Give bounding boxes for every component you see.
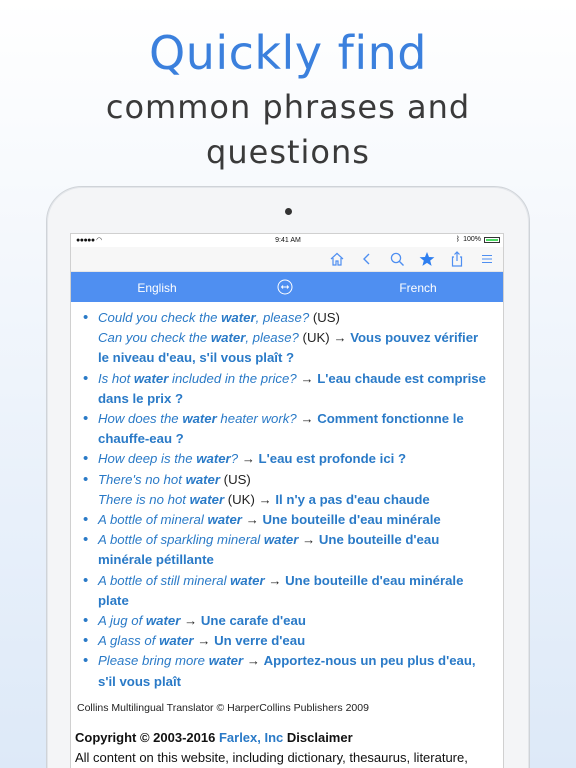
- phrase-item[interactable]: [71, 530, 504, 570]
- region-tag-text: →: [193, 633, 215, 649]
- english-phrase-text: A jug of: [98, 613, 146, 629]
- camera-icon: [285, 208, 292, 215]
- phrase-item[interactable]: [71, 611, 504, 631]
- english-phrase-text: How deep is the: [98, 451, 197, 467]
- home-icon[interactable]: [327, 249, 347, 269]
- keyword-text: water: [185, 471, 221, 487]
- french-translation-text: dans le prix ?: [98, 390, 184, 406]
- french-translation-text: Vous pouvez vérifier: [350, 330, 479, 346]
- phrase-item[interactable]: [71, 510, 504, 530]
- language-bar: [71, 272, 504, 302]
- status-right: [456, 236, 500, 243]
- keyword-text: water: [133, 370, 169, 386]
- copyright-line: [71, 728, 504, 748]
- french-translation-text: Une bouteille d'eau: [318, 532, 440, 548]
- phrase-line: [98, 530, 499, 550]
- source-language-button[interactable]: English: [137, 281, 177, 295]
- region-tag-text: (US): [309, 310, 340, 325]
- wifi-icon: ◠: [96, 237, 102, 244]
- phrase-line: [98, 490, 499, 510]
- bluetooth-icon: ᛒ: [455, 236, 461, 243]
- phrase-line: [98, 449, 499, 469]
- keyword-text: water: [145, 613, 181, 629]
- region-tag-text: (UK) →: [224, 491, 276, 507]
- swap-languages-icon[interactable]: [277, 279, 293, 295]
- french-translation-text: Une bouteille d'eau minérale: [262, 512, 441, 528]
- phrase-item[interactable]: [71, 571, 504, 611]
- phrase-item[interactable]: [71, 308, 504, 369]
- region-tag-text: (US): [220, 471, 251, 487]
- english-phrase-text: , please?: [245, 330, 299, 346]
- french-translation-text: Une carafe d'eau: [200, 613, 306, 629]
- region-tag-text: →: [243, 653, 264, 669]
- french-translation-text: Un verre d'eau: [214, 633, 306, 649]
- signal-dots: ●●●●●: [76, 237, 97, 244]
- battery-icon: [484, 237, 500, 243]
- keyword-text: water: [221, 310, 256, 325]
- keyword-text: water: [189, 491, 225, 507]
- english-phrase-text: How does the: [98, 411, 183, 427]
- phrase-line: [98, 369, 499, 389]
- keyword-text: water: [263, 532, 299, 548]
- french-translation-text: Une bouteille d'eau minérale: [285, 572, 464, 588]
- back-icon[interactable]: [357, 249, 377, 269]
- french-translation-text: L'eau chaude est comprise: [317, 370, 486, 386]
- english-phrase-text: There is no hot: [98, 491, 190, 507]
- english-phrase-text: A bottle of mineral: [98, 512, 208, 528]
- english-phrase-text: There's no hot: [98, 471, 186, 487]
- search-icon[interactable]: [387, 249, 407, 269]
- region-tag-text: →: [264, 572, 286, 588]
- english-phrase-text: included in the price?: [168, 370, 297, 386]
- share-icon[interactable]: [447, 249, 467, 269]
- promo-subline-1: common phrases and: [105, 88, 471, 126]
- english-phrase-text: Is hot: [98, 370, 134, 386]
- phrase-item[interactable]: [71, 631, 504, 651]
- phrase-line: [98, 571, 499, 591]
- phrase-line: [98, 672, 499, 692]
- phrase-line: [98, 409, 499, 429]
- english-phrase-text: A glass of: [98, 633, 160, 649]
- promo-headline: Quickly find: [148, 26, 428, 80]
- phrase-line: [98, 470, 499, 490]
- promo-subline-2: questions: [206, 133, 370, 171]
- french-translation-text: Il n'y a pas d'eau chaude: [275, 491, 430, 507]
- french-translation-text: chauffe-eau ?: [98, 431, 184, 447]
- region-tag-text: (UK) →: [298, 330, 351, 346]
- toolbar: [71, 247, 504, 272]
- english-phrase-text: A bottle of still mineral: [98, 572, 231, 588]
- keyword-text: water: [208, 653, 244, 669]
- phrase-item[interactable]: [71, 651, 504, 691]
- phrase-line: [98, 308, 499, 328]
- phrase-item[interactable]: [71, 409, 504, 449]
- disclaimer-link[interactable]: Disclaimer: [283, 729, 353, 745]
- keyword-text: water: [230, 572, 265, 588]
- keyword-text: water: [182, 411, 217, 427]
- english-phrase-text: Can you check the: [98, 330, 211, 346]
- app-screen: [70, 233, 504, 768]
- phrase-line: [98, 510, 499, 530]
- phrase-line: [98, 631, 499, 651]
- phrase-list: [71, 308, 504, 692]
- star-icon[interactable]: [417, 249, 437, 269]
- menu-icon[interactable]: [477, 249, 497, 269]
- status-bar: [71, 234, 504, 247]
- phrase-line: [98, 328, 499, 348]
- keyword-text: water: [159, 633, 194, 649]
- farlex-link[interactable]: Farlex, Inc: [218, 729, 284, 745]
- phrase-line: [98, 651, 499, 671]
- region-tag-text: →: [298, 532, 319, 548]
- phrase-line: [98, 611, 499, 631]
- phrase-line: [98, 550, 499, 570]
- french-translation-text: le niveau d'eau, s'il vous plaît ?: [98, 350, 295, 366]
- region-tag-text: →: [296, 370, 318, 386]
- phrase-line: [98, 429, 499, 449]
- region-tag-text: →: [296, 411, 318, 427]
- french-translation-text: Comment fonctionne le: [317, 411, 464, 427]
- english-phrase-text: , please?: [255, 310, 310, 325]
- region-tag-text: →: [241, 512, 263, 528]
- phrase-item[interactable]: [71, 449, 504, 469]
- collins-credit: Collins Multilingual Translator © HarperCollins Publishers 2009: [77, 701, 369, 714]
- phrase-line: [98, 591, 499, 611]
- phrase-item[interactable]: [71, 369, 504, 409]
- english-phrase-text: Could you check the: [98, 310, 222, 325]
- phrase-content: [71, 308, 504, 768]
- french-translation-text: minérale pétillante: [98, 552, 214, 568]
- keyword-text: water: [207, 512, 242, 528]
- status-time: 9:41 AM: [275, 237, 301, 244]
- region-tag-text: →: [180, 613, 201, 629]
- phrase-item[interactable]: [71, 470, 504, 510]
- region-tag-text: →: [238, 451, 259, 467]
- battery-percent: 100%: [463, 236, 481, 243]
- english-phrase-text: heater work?: [216, 411, 297, 427]
- english-phrase-text: A bottle of sparkling mineral: [98, 532, 264, 548]
- phrase-line: [98, 389, 499, 409]
- english-phrase-text: ?: [230, 451, 239, 467]
- french-translation-text: Apportez-nous un peu plus d'eau,: [263, 653, 476, 669]
- phrase-line: [98, 348, 499, 368]
- keyword-text: water: [210, 330, 246, 346]
- target-language-button[interactable]: French: [399, 281, 437, 295]
- copyright-text: Copyright © 2003-2016: [75, 729, 219, 745]
- french-translation-text: plate: [98, 592, 129, 608]
- keyword-text: water: [196, 451, 231, 467]
- french-translation-text: L'eau est profonde ici ?: [258, 451, 407, 467]
- french-translation-text: s'il vous plaît: [98, 673, 182, 689]
- content-notice: All content on this website, including dictionary, thesaurus, literature,: [75, 749, 468, 765]
- english-phrase-text: Please bring more: [98, 653, 209, 669]
